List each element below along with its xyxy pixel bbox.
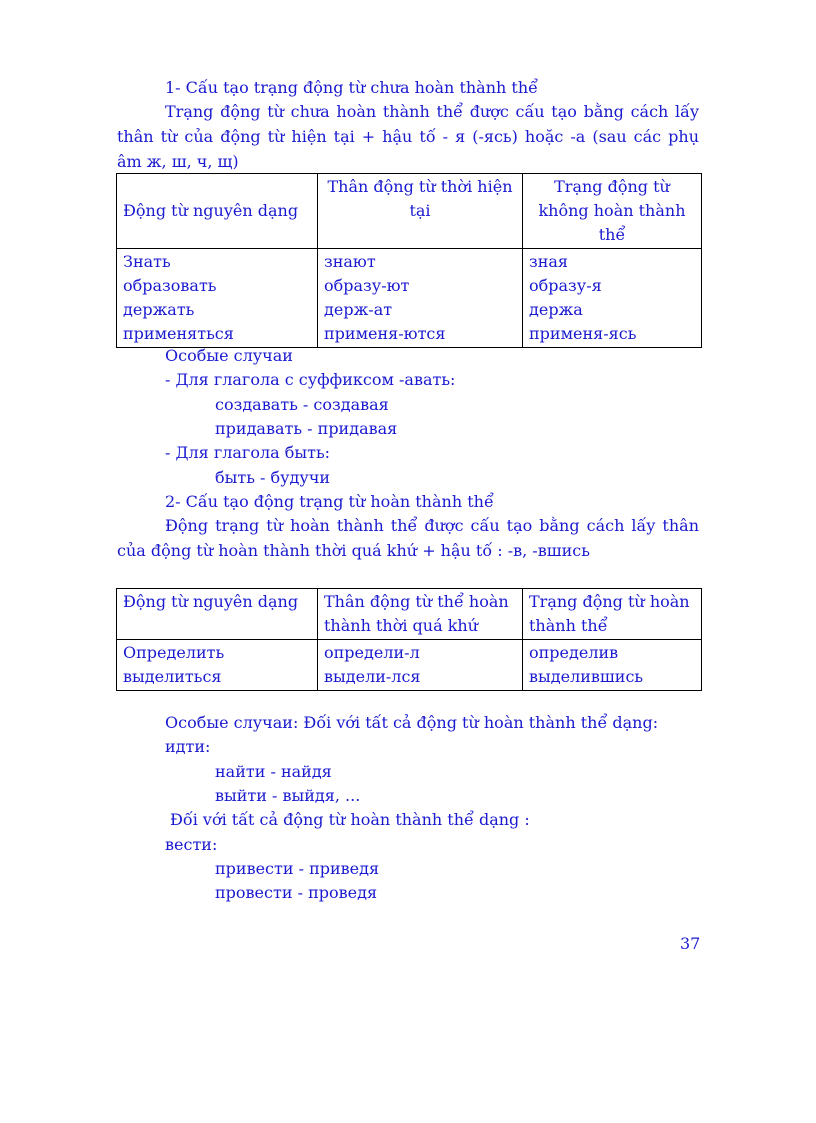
table-header-cell — [117, 589, 318, 640]
special-rule: - Для глагола с суффиксом -авать: — [165, 370, 456, 389]
cell-text: определи-л — [324, 643, 420, 662]
table-cell — [117, 640, 318, 691]
table-row — [117, 249, 702, 348]
cell-text: Знать — [123, 252, 171, 271]
header-text: thể — [598, 225, 626, 244]
example-line: выйти - выйдя, ... — [215, 786, 361, 805]
table-cell — [318, 640, 523, 691]
header-text: tại — [409, 201, 431, 220]
special-cases-title: Особые случаи — [165, 346, 293, 365]
cell-text: применя-ясь — [529, 324, 637, 343]
cell-text: выделившись — [529, 667, 644, 686]
table-cell — [523, 249, 702, 348]
special-cases-line: Особые случаи: Đối với tất cả động từ hoàn thành thể dạng: — [165, 713, 659, 732]
example-line: найти - найдя — [215, 762, 332, 781]
table-present-gerund — [116, 173, 702, 348]
header-text: thành thời quá khứ — [324, 616, 479, 635]
cell-text: образовать — [123, 276, 217, 295]
table-perfect-gerund — [116, 588, 702, 691]
example-line: создавать - создавая — [215, 395, 389, 414]
cell-text: зная — [529, 252, 569, 271]
special-cases-line: Đối với tất cả động từ hoàn thành thể dạng : — [170, 810, 530, 829]
section2-heading: 2- Cấu tạo động trạng từ hoàn thành thể — [165, 492, 494, 511]
table-cell — [318, 249, 523, 348]
cell-text: держа — [529, 300, 583, 319]
table-header-cell — [523, 589, 702, 640]
header-text: không hoàn thành — [538, 201, 686, 220]
cell-text: выделиться — [123, 667, 222, 686]
cell-text: держать — [123, 300, 195, 319]
cell-text: выдели-лся — [324, 667, 421, 686]
cell-text: держ-ат — [324, 300, 393, 319]
special-cases-line: идти: — [165, 737, 211, 756]
table-header-cell — [523, 174, 702, 249]
example-line: провести - проведя — [215, 883, 378, 902]
cell-text: образу-ют — [324, 276, 410, 295]
section2-paragraph-line: Động trạng từ hoàn thành thể được cấu tạo bằng cách lấy thân — [165, 516, 699, 535]
section2-paragraph-line: của động từ hoàn thành thời quá khứ + hậu tố : -в, -вшись — [117, 541, 590, 560]
table-row — [117, 640, 702, 691]
cell-text: знают — [324, 252, 376, 271]
cell-text: применяться — [123, 324, 234, 343]
header-text: Động từ nguyên dạng — [123, 201, 299, 220]
special-cases-line: вести: — [165, 835, 218, 854]
header-text: Trạng động từ hoàn — [529, 592, 690, 611]
special-rule: - Для глагола быть: — [165, 443, 331, 462]
header-text: Trạng động từ — [554, 177, 670, 196]
example-line: придавать - придавая — [215, 419, 398, 438]
table-header-row — [117, 174, 702, 249]
page-number: 37 — [680, 934, 701, 953]
table-header-cell — [117, 174, 318, 249]
table-header-row — [117, 589, 702, 640]
table-cell — [117, 249, 318, 348]
header-text: Động từ nguyên dạng — [123, 592, 299, 611]
cell-text: Определить — [123, 643, 225, 662]
example-line: быть - будучи — [215, 468, 331, 487]
header-text: thành thể — [529, 616, 608, 635]
header-text: Thân động từ thời hiện — [327, 177, 513, 196]
cell-text: определив — [529, 643, 619, 662]
table-cell — [523, 640, 702, 691]
cell-text: применя-ются — [324, 324, 446, 343]
header-text: Thân động từ thể hoàn — [324, 592, 509, 611]
section1-paragraph-line: Trạng động từ chưa hoàn thành thể được cấu tạo bằng cách lấy — [165, 102, 699, 121]
table-header-cell — [318, 174, 523, 249]
section1-paragraph-line: thân từ của động từ hiện tại + hậu tố - я (-ясь) hoặc -а (sau các phụ — [117, 127, 699, 146]
example-line: привести - приведя — [215, 859, 380, 878]
cell-text: образу-я — [529, 276, 602, 295]
table-header-cell — [318, 589, 523, 640]
section1-paragraph-line: âm ж, ш, ч, щ) — [117, 152, 239, 171]
section1-heading: 1- Cấu tạo trạng động từ chưa hoàn thành thể — [165, 78, 538, 97]
